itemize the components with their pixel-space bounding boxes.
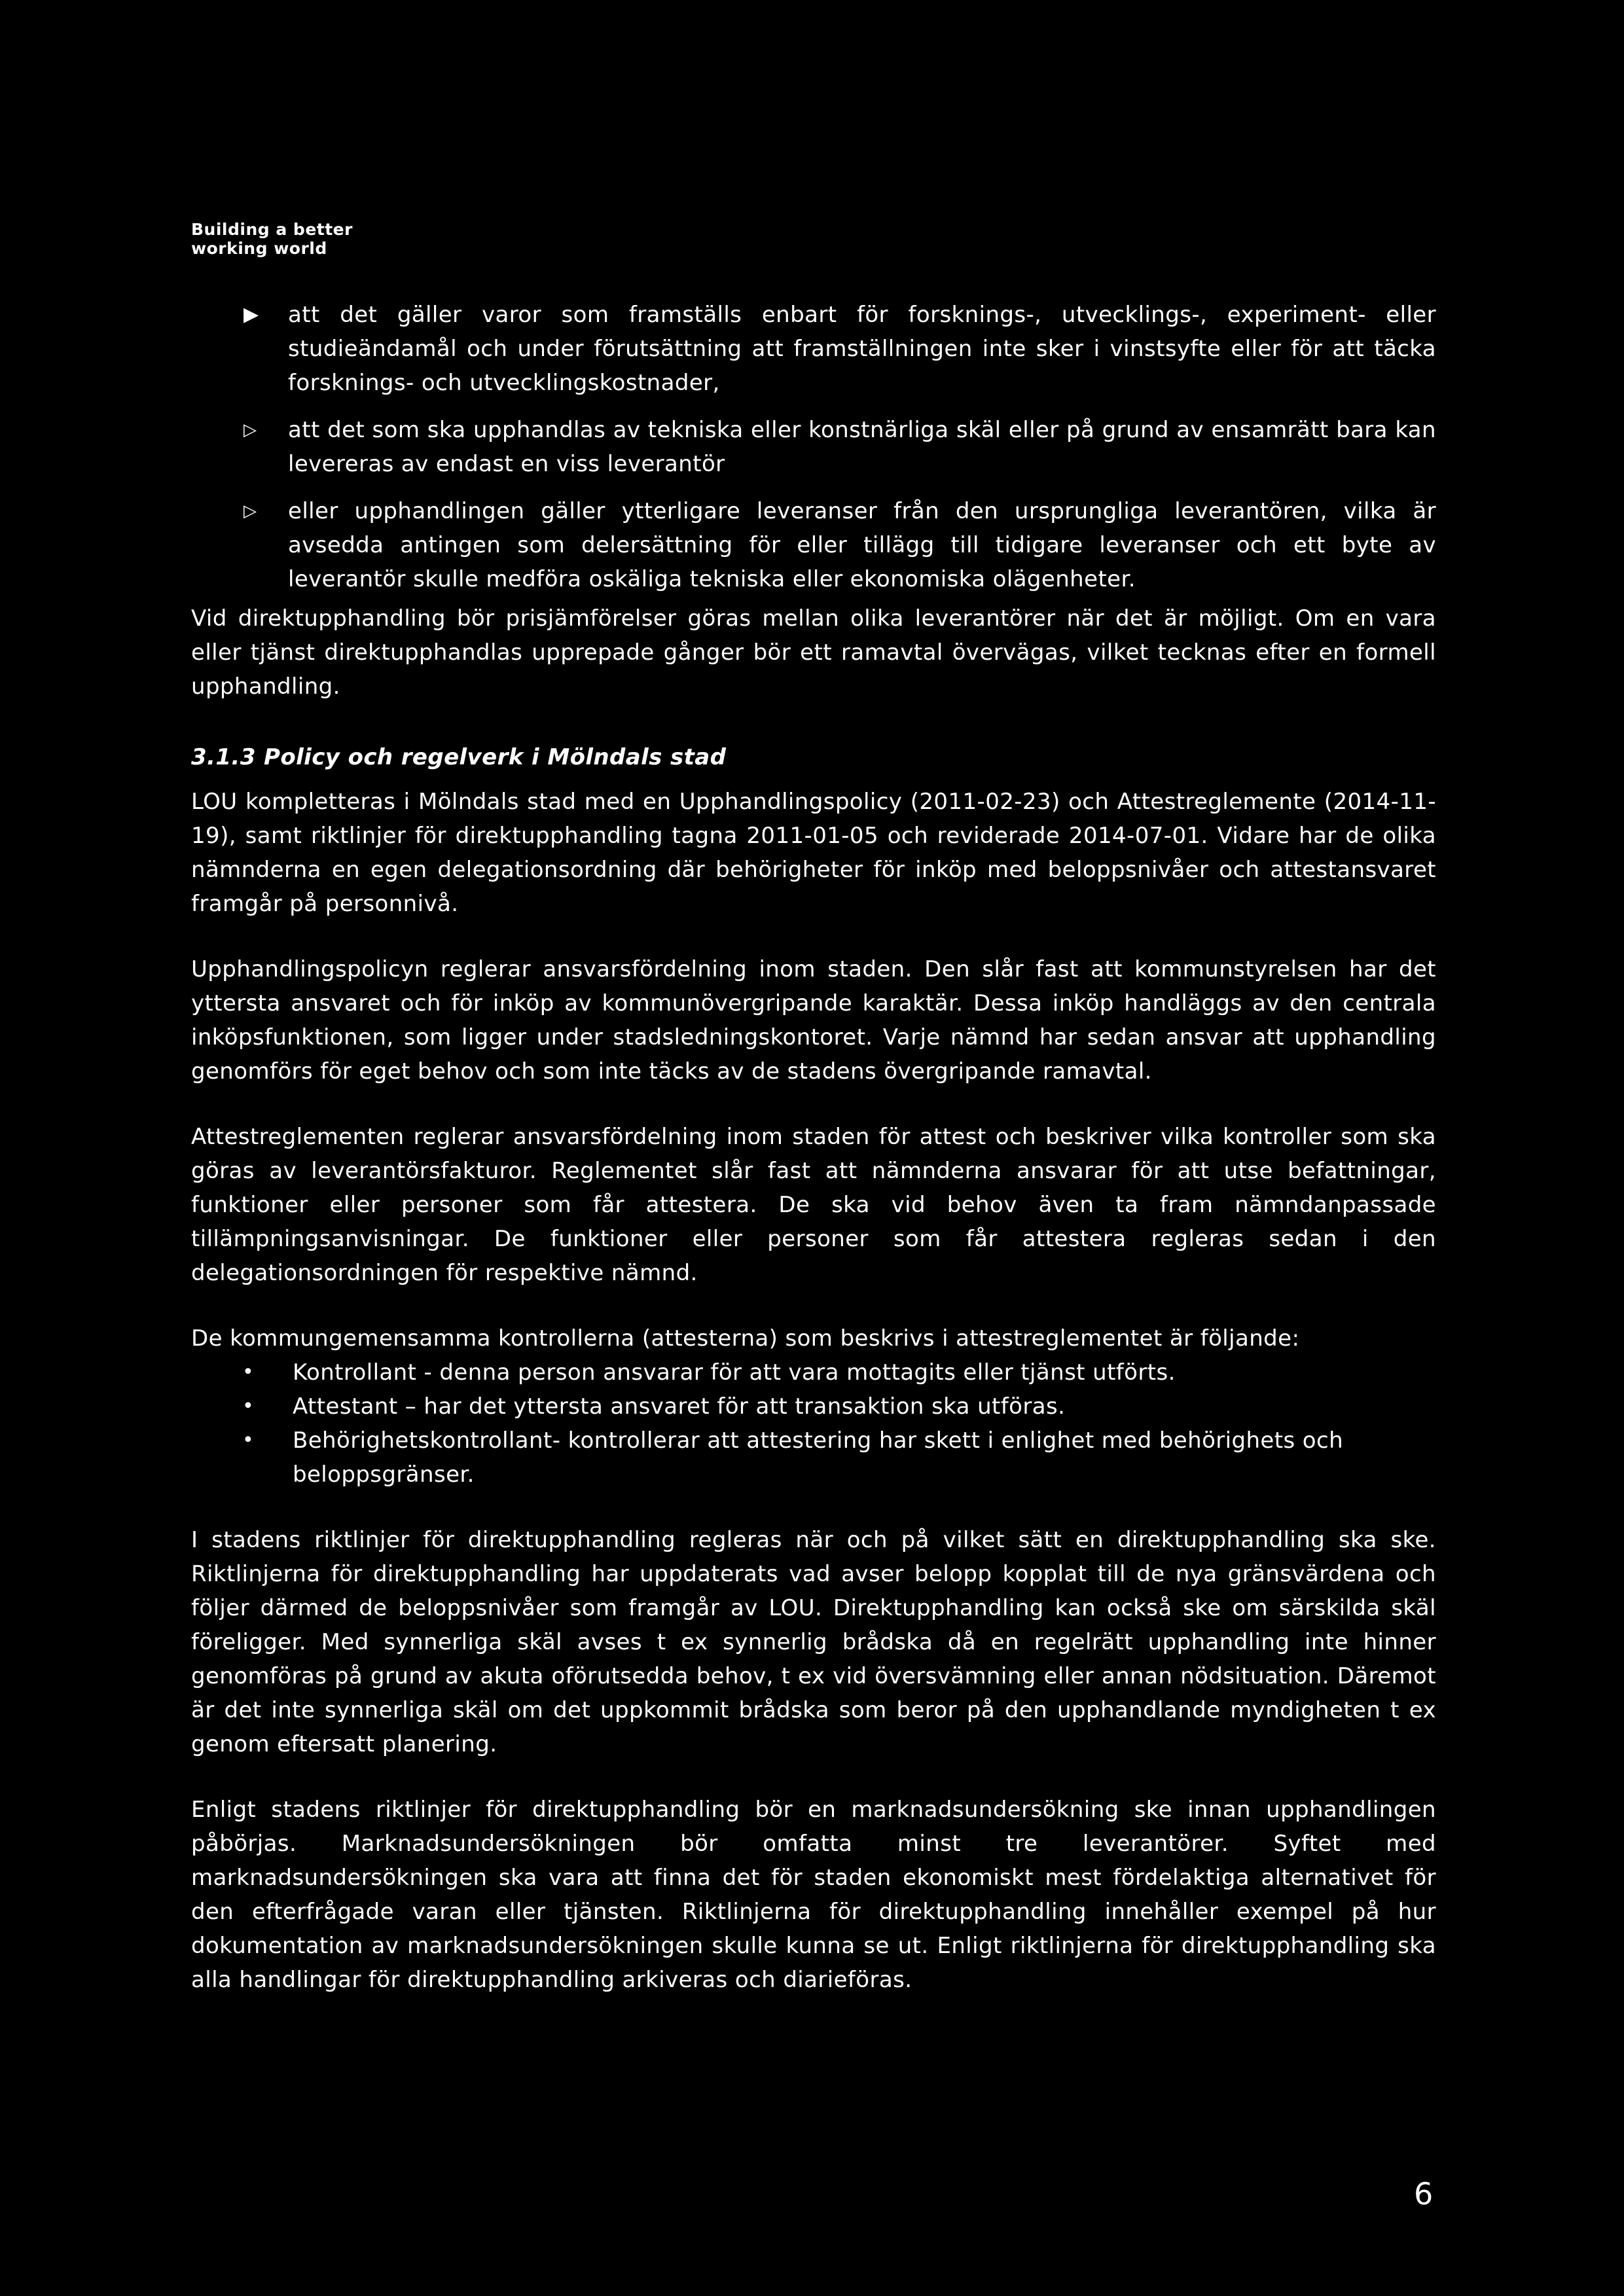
arrow-list-item: [191, 413, 1436, 481]
bullet-list: [191, 1355, 1436, 1492]
body-paragraph: LOU kompletteras i Mölndals stad med en Upphandlingspolicy (2011-02-23) och Attestreglemente (2014-11-19), samt riktlinjer för direktupphandling tagna 2011-01-05 och reviderade 2014-07-01. Vidare har de olika nämnderna en egen delegationsordning där behörigheter för inköp med beloppsnivåer och attestansvaret framgår på personnivå.: [191, 789, 1436, 917]
body-paragraph: De kommungemensamma kontrollerna (attesterna) som beskrivs i attestreglementet är följande:: [191, 1325, 1300, 1352]
arrow-list-item-text: att det som ska upphandlas av tekniska eller konstnärliga skäl eller på grund av ensamrätt bara kan levereras av endast en viss leverantör: [288, 417, 1436, 477]
arrow-list: [191, 298, 1436, 596]
brand-line-1: Building a better: [191, 220, 353, 239]
arrow-list-item: [191, 494, 1436, 596]
body-paragraph: I stadens riktlinjer för direktupphandling regleras när och på vilket sätt en direktupphandling ska ske. Riktlinjerna för direktupphandling har uppdaterats vad avser belopp kopplat till de nya gränsvärdena och följer därmed de beloppsnivåer som framgår av LOU. Direktupphandling kan också ske om särskilda skäl föreligger. Med synnerliga skäl avses t ex synnerlig brådska då en regelrätt upphandling inte hinner genomföras på grund av akuta oförutsedda behov, t ex vid översvämning eller annan nödsituation. Däremot är det inte synnerliga skäl om det uppkommit brådska som beror på den upphandlande myndigheten t ex genom eftersatt planering.: [191, 1527, 1436, 1757]
bullet-dot-icon: •: [242, 1395, 255, 1418]
outline-triangle-bullet-icon: ▷: [244, 420, 257, 440]
arrow-list-item: [191, 298, 1436, 400]
arrow-list-item-text: att det gäller varor som framställs enbart för forsknings-, utvecklings-, experiment- eller studieändamål och under förutsättning att framställningen inte sker i vinstsyfte eller för att täcka forsknings- och utvecklingskostnader,: [288, 302, 1436, 396]
page-number: 6: [1414, 2176, 1434, 2212]
document-body: [191, 298, 1436, 1997]
bullet-list-item-text: Kontrollant - denna person ansvarar för att vara mottagits eller tjänst utförts.: [293, 1359, 1176, 1386]
bullet-list-item: [191, 1390, 1436, 1424]
outline-triangle-bullet-icon: ▷: [244, 501, 257, 521]
brand-logo-text: [191, 220, 353, 258]
bullet-list-item: [191, 1424, 1436, 1492]
body-paragraph: Enligt stadens riktlinjer för direktupphandling bör en marknadsundersökning ske innan upphandlingen påbörjas. Marknadsundersökningen bör omfatta minst tre leverantörer. Syftet med marknadsundersökningen ska vara att finna det för staden ekonomiskt mest fördelaktiga alternativet för den efterfrågade varan eller tjänsten. Riktlinjerna för direktupphandling innehåller exempel på hur dokumentation av marknadsundersökningen skulle kunna se ut. Enligt riktlinjerna för direktupphandling ska alla handlingar för direktupphandling arkiveras och diarieföras.: [191, 1797, 1436, 1993]
arrow-list-item-text: eller upphandlingen gäller ytterligare leveranser från den ursprungliga leverantören, vilka är avsedda antingen som delersättning för eller tillägg till tidigare leveranser och ett byte av leverantör skulle medföra oskäliga tekniska eller ekonomiska olägenheter.: [288, 498, 1436, 592]
bullet-list-item-text: Behörighetskontrollant- kontrollerar att attestering har skett i enlighet med behörighets och beloppsgränser.: [293, 1427, 1344, 1488]
bullet-list-item-text: Attestant – har det yttersta ansvaret för att transaktion ska utföras.: [293, 1393, 1066, 1420]
intro-paragraph: Vid direktupphandling bör prisjämförelser göras mellan olika leverantörer när det är möjligt. Om en vara eller tjänst direktupphandlas upprepade gånger bör ett ramavtal övervägas, vilket tecknas efter en formell upphandling.: [191, 605, 1436, 700]
brand-line-2: working world: [191, 239, 327, 258]
bullet-dot-icon: •: [242, 1361, 255, 1384]
body-paragraph: Upphandlingspolicyn reglerar ansvarsfördelning inom staden. Den slår fast att kommunstyrelsen har det yttersta ansvaret och för inköp av kommunövergripande karaktär. Dessa inköp handläggs av den centrala inköpsfunktionen, som ligger under stadsledningskontoret. Varje nämnd har sedan ansvar att upphandling genomförs för eget behov och som inte täcks av de stadens övergripande ramavtal.: [191, 956, 1436, 1085]
body-paragraph: Attestreglementen reglerar ansvarsfördelning inom staden för attest och beskriver vilka kontroller som ska göras av leverantörsfakturor. Reglementet slår fast att nämnderna ansvarar för att utse befattningar, funktioner eller personer som får attestera. De ska vid behov även ta fram nämndanpassade tillämpningsanvisningar. De funktioner eller personer som får attestera regleras sedan i den delegationsordningen för respektive nämnd.: [191, 1124, 1436, 1286]
filled-triangle-bullet-icon: ▶: [244, 303, 259, 326]
bullet-dot-icon: •: [242, 1429, 255, 1452]
section-heading: 3.1.3 Policy och regelverk i Mölndals stad: [191, 744, 727, 770]
bullet-list-item: [191, 1355, 1436, 1390]
